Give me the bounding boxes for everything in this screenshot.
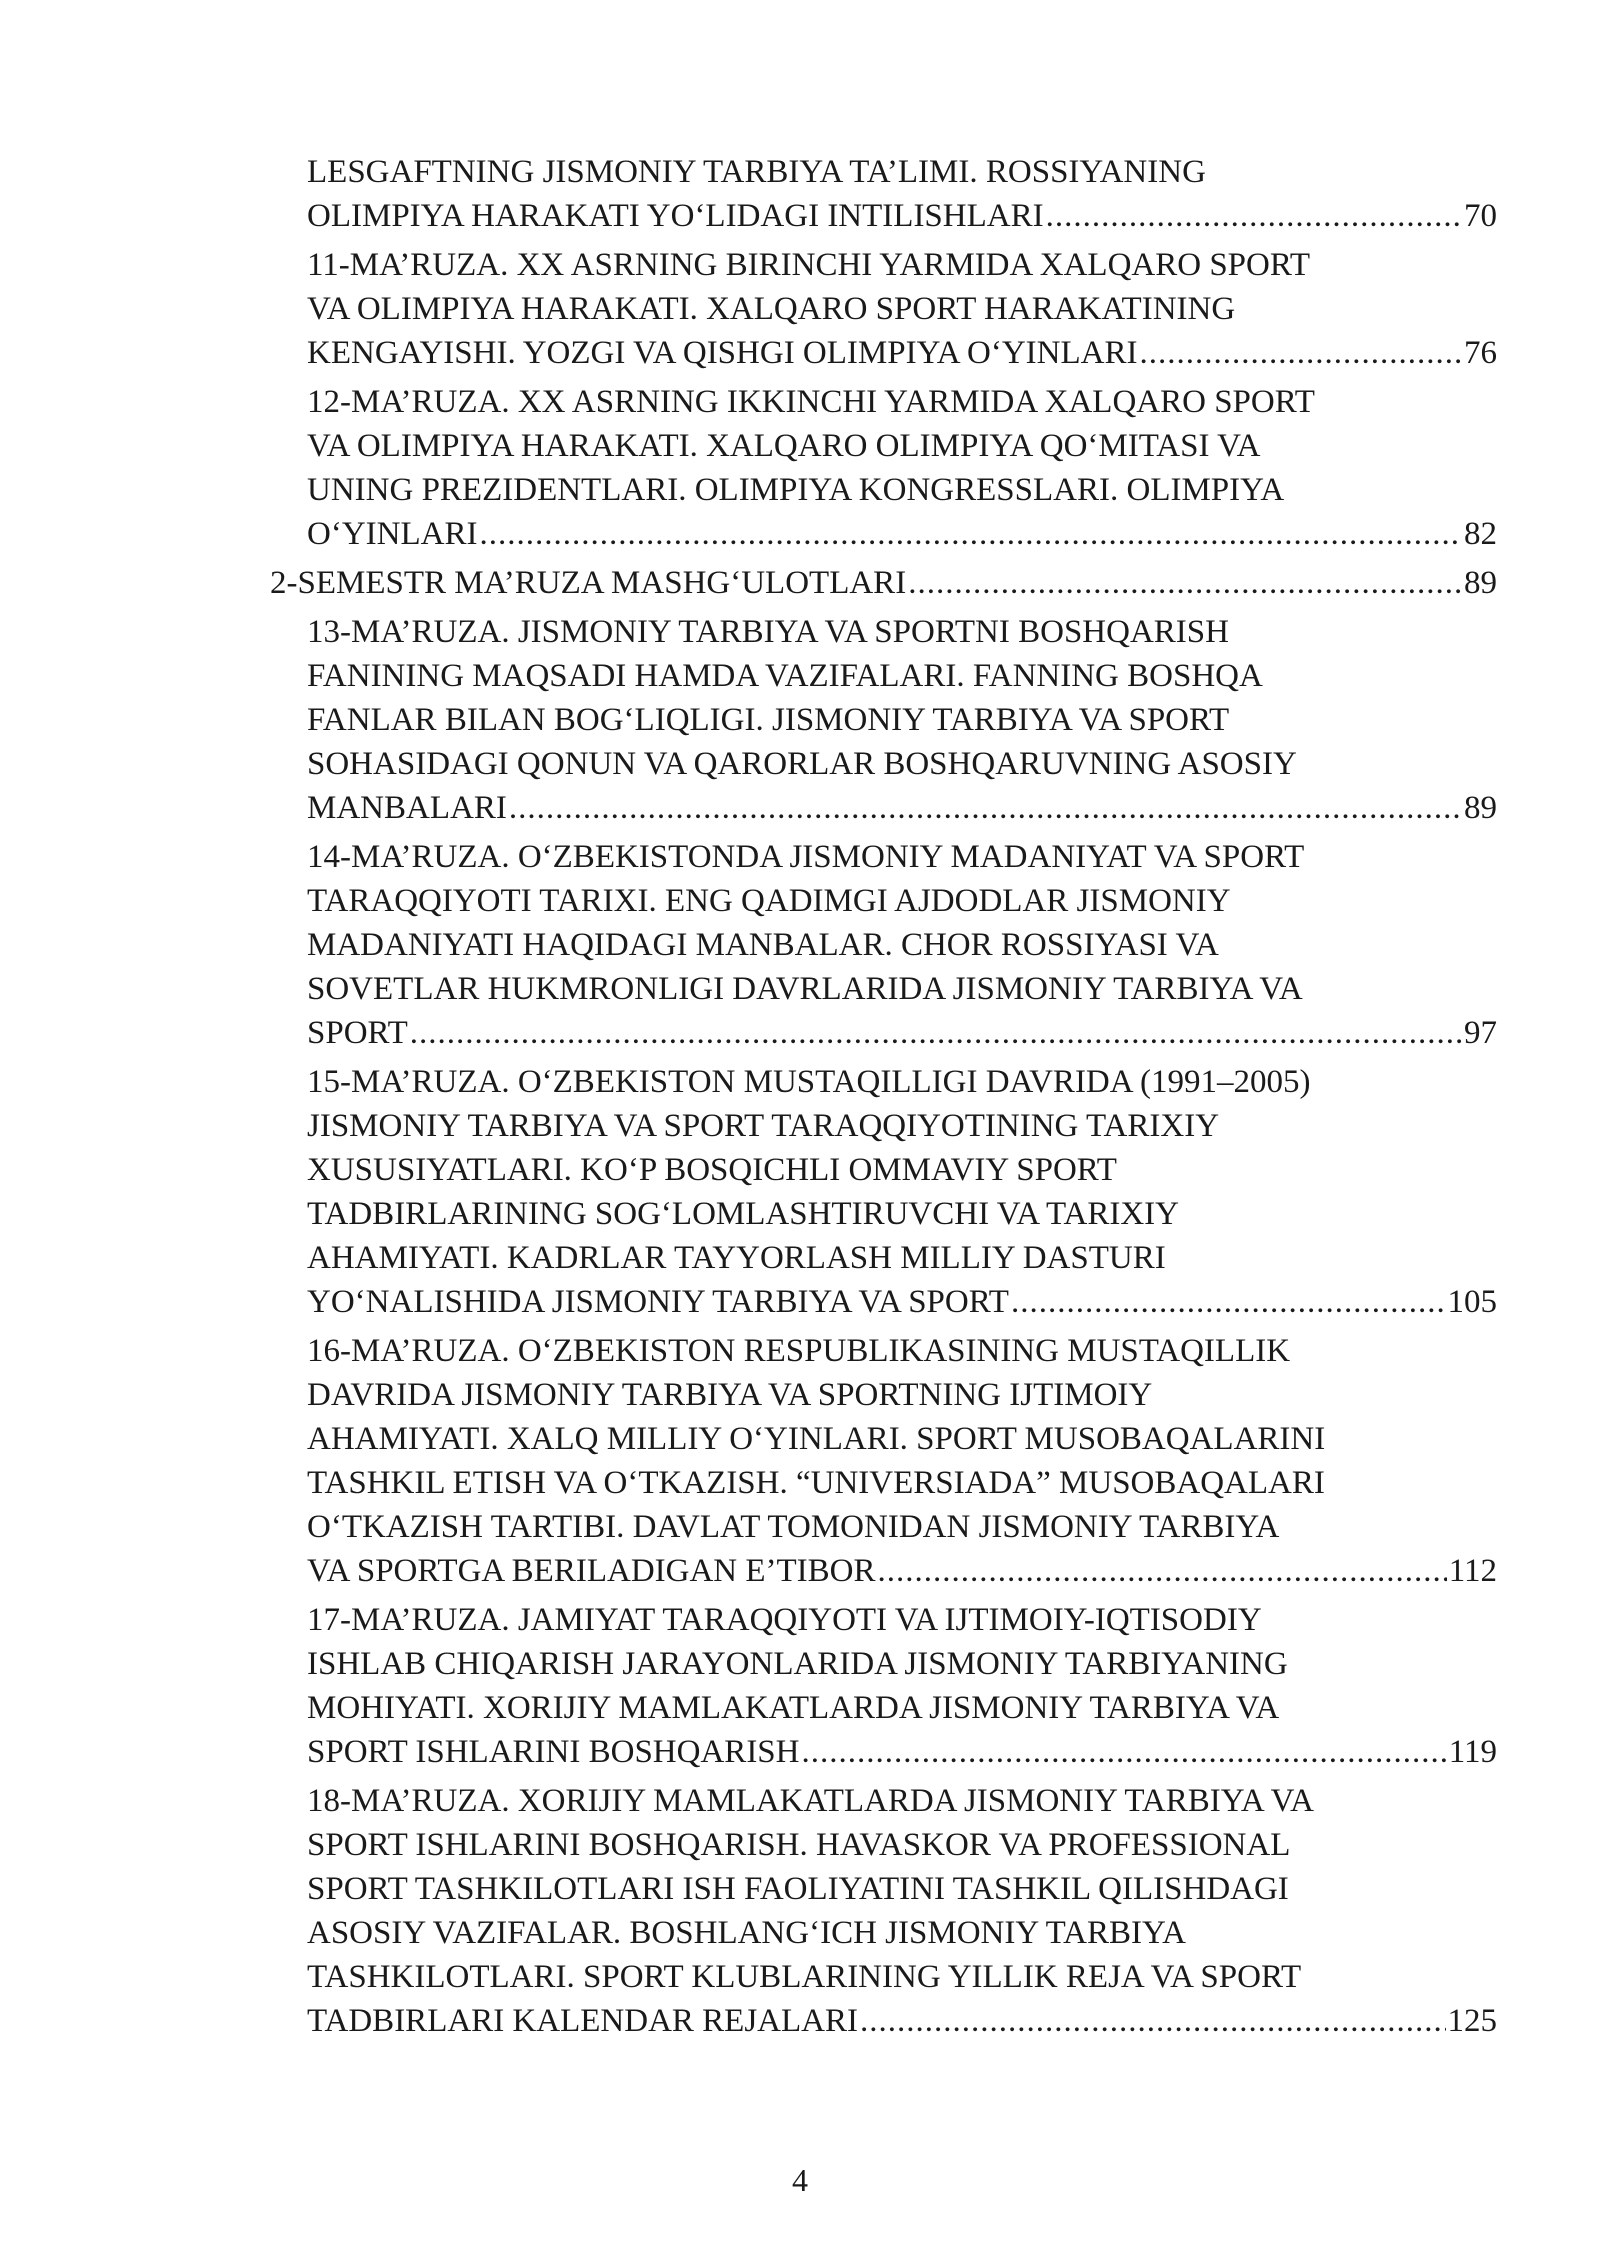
toc-entry-line: XUSUSIYATLARI. KO‘P BOSQICHLI OMMAVIY SPORT [307, 1152, 1117, 1188]
toc-entry-line: SPORT ISHLARINI BOSHQARISH. HAVASKOR VA PROFESSIONAL [307, 1827, 1291, 1863]
toc-entry-line: TASHKILOTLARI. SPORT KLUBLARINING YILLIK REJA VA SPORT [307, 1959, 1302, 1995]
toc-entry-line: 11-MA’RUZA. XX ASRNING BIRINCHI YARMIDA XALQARO SPORT [307, 247, 1311, 283]
toc-entry-line: O‘TKAZISH TARTIBI. DAVLAT TOMONIDAN JISMONIY TARBIYA [307, 1509, 1280, 1545]
toc-entry-line: JISMONIY TARBIYA VA SPORT TARAQQIYOTINING TARIXIY [307, 1108, 1220, 1144]
dot-leader [410, 1011, 1462, 1055]
toc-entry-last-line [307, 1999, 1497, 2043]
toc-entry-line: ASOSIY VAZIFALAR. BOSHLANG‘ICH JISMONIY TARBIYA [307, 1915, 1186, 1951]
toc-entry-line: TADBIRLARINING SOG‘LOMLASHTIRUVCHI VA TARIXIY [307, 1196, 1179, 1232]
toc-entry-title-end: MANBALARI [307, 790, 507, 826]
toc-entry-line: TARAQQIYOTI TARIXI. ENG QADIMGI AJDODLAR JISMONIY [307, 883, 1231, 919]
toc-entry-title-end: OLIMPIYA HARAKATI YO‘LIDAGI INTILISHLARI [307, 198, 1044, 234]
toc-entry-last-line [307, 1011, 1497, 1055]
toc-entry-line: FANLAR BILAN BOG‘LIQLIGI. JISMONIY TARBIYA VA SPORT [307, 702, 1230, 738]
toc-entry-line: UNING PREZIDENTLARI. OLIMPIYA KONGRESSLARI. OLIMPIYA [307, 472, 1285, 508]
toc-page-number[interactable]: 119 [1448, 1734, 1497, 1770]
toc-entry-last-line [307, 1549, 1497, 1593]
toc-page-number[interactable]: 89 [1464, 565, 1497, 601]
toc-entry-title-end: SPORT ISHLARINI BOSHQARISH [307, 1734, 800, 1770]
dot-leader [802, 1730, 1447, 1774]
toc-entry-title-end: 2-SEMESTR MA’RUZA MASHG‘ULOTLARI [270, 565, 907, 601]
toc-entry-line: MADANIYATI HAQIDAGI MANBALAR. CHOR ROSSIYASI VA [307, 927, 1219, 963]
toc-entry-line: VA OLIMPIYA HARAKATI. XALQARO OLIMPIYA QO‘MITASI VA [307, 428, 1261, 464]
toc-page-number[interactable]: 105 [1447, 1284, 1497, 1320]
toc-page-number[interactable]: 89 [1464, 790, 1497, 826]
toc-entry-last-line [307, 1280, 1497, 1324]
toc-entry-line: DAVRIDA JISMONIY TARBIYA VA SPORTNING IJTIMOIY [307, 1377, 1153, 1413]
toc-entry-line: SOHASIDAGI QONUN VA QARORLAR BOSHQARUVNING ASOSIY [307, 746, 1297, 782]
toc-entry-title-end: YO‘NALISHIDA JISMONIY TARBIYA VA SPORT [307, 1284, 1009, 1320]
toc-entry-line: TASHKIL ETISH VA O‘TKAZISH. “UNIVERSIADA” MUSOBAQALARI [307, 1465, 1325, 1501]
toc-entry-line: FANINING MAQSADI HAMDA VAZIFALARI. FANNING BOSHQA [307, 658, 1263, 694]
toc-entry[interactable] [262, 1329, 1497, 1593]
dot-leader [860, 1999, 1446, 2043]
toc-entry-line: 14-MA’RUZA. O‘ZBEKISTONDA JISMONIY MADANIYAT VA SPORT [307, 839, 1305, 875]
toc-entry-last-line [307, 1730, 1497, 1774]
toc-page-number[interactable]: 82 [1464, 516, 1497, 552]
toc-page-number[interactable]: 76 [1464, 335, 1497, 371]
toc-page-number[interactable]: 97 [1464, 1015, 1497, 1051]
toc-page-number[interactable]: 125 [1447, 2003, 1497, 2039]
table-of-contents [262, 150, 1497, 2048]
toc-entry-line: ISHLAB CHIQARISH JARAYONLARIDA JISMONIY TARBIYANING [307, 1646, 1288, 1682]
toc-entry-line: 18-MA’RUZA. XORIJIY MAMLAKATLARDA JISMONIY TARBIYA VA [307, 1783, 1314, 1819]
toc-entry-title-end: KENGAYISHI. YOZGI VA QISHGI OLIMPIYA O‘YINLARI [307, 335, 1138, 371]
dot-leader [1140, 331, 1463, 375]
dot-leader [878, 1549, 1447, 1593]
dot-leader [509, 786, 1462, 830]
toc-entry-line: SPORT TASHKILOTLARI ISH FAOLIYATINI TASHKIL QILISHDAGI [307, 1871, 1289, 1907]
page-number: 4 [792, 2162, 808, 2198]
toc-entry-line: VA OLIMPIYA HARAKATI. XALQARO SPORT HARAKATINING [307, 291, 1236, 327]
toc-entry-line: 15-MA’RUZA. O‘ZBEKISTON MUSTAQILLIGI DAVRIDA (1991–2005) [307, 1064, 1311, 1100]
toc-entry-line: AHAMIYATI. XALQ MILLIY O‘YINLARI. SPORT MUSOBAQALARINI [307, 1421, 1326, 1457]
toc-entry-last-line [307, 194, 1497, 238]
toc-entry-line: 12-MA’RUZA. XX ASRNING IKKINCHI YARMIDA XALQARO SPORT [307, 384, 1315, 420]
dot-leader [1011, 1280, 1446, 1324]
toc-entry-title-end: VA SPORTGA BERILADIGAN E’TIBOR [307, 1553, 876, 1589]
dot-leader [908, 561, 1462, 605]
toc-entry[interactable] [262, 243, 1497, 375]
toc-entry[interactable] [262, 610, 1497, 830]
toc-entry-line: LESGAFTNING JISMONIY TARBIYA TA’LIMI. ROSSIYANING [307, 154, 1206, 190]
toc-entry-last-line [270, 561, 1497, 605]
toc-entry-line: MOHIYATI. XORIJIY MAMLAKATLARDA JISMONIY TARBIYA VA [307, 1690, 1280, 1726]
toc-entry[interactable] [262, 380, 1497, 556]
toc-entry[interactable] [262, 1060, 1497, 1324]
toc-entry[interactable] [262, 1598, 1497, 1774]
dot-leader [479, 512, 1462, 556]
dot-leader [1046, 194, 1462, 238]
toc-entry-line: 17-MA’RUZA. JAMIYAT TARAQQIYOTI VA IJTIMOIY-IQTISODIY [307, 1602, 1262, 1638]
toc-entry-title-end: O‘YINLARI [307, 516, 478, 552]
toc-entry-title-end: TADBIRLARI KALENDAR REJALARI [307, 2003, 858, 2039]
toc-entry-line: AHAMIYATI. KADRLAR TAYYORLASH MILLIY DASTURI [307, 1240, 1166, 1276]
toc-entry-title-end: SPORT [307, 1015, 408, 1051]
toc-page-number[interactable]: 112 [1448, 1553, 1497, 1589]
toc-entry[interactable] [262, 561, 1497, 605]
toc-entry-last-line [307, 512, 1497, 556]
toc-page-number[interactable]: 70 [1464, 198, 1497, 234]
toc-entry[interactable] [262, 1779, 1497, 2043]
toc-entry-last-line [307, 786, 1497, 830]
toc-entry-last-line [307, 331, 1497, 375]
toc-entry[interactable] [262, 150, 1497, 238]
toc-entry-line: 16-MA’RUZA. O‘ZBEKISTON RESPUBLIKASINING MUSTAQILLIK [307, 1333, 1291, 1369]
toc-entry-line: SOVETLAR HUKMRONLIGI DAVRLARIDA JISMONIY TARBIYA VA [307, 971, 1303, 1007]
toc-entry[interactable] [262, 835, 1497, 1055]
toc-entry-line: 13-MA’RUZA. JISMONIY TARBIYA VA SPORTNI BOSHQARISH [307, 614, 1229, 650]
